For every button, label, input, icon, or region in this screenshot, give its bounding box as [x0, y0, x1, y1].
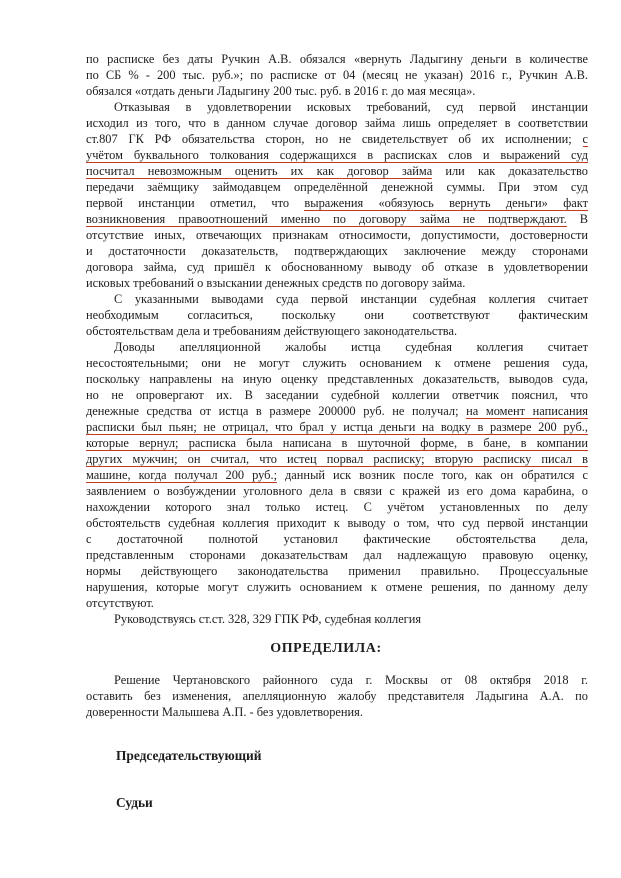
text-line — [86, 640, 566, 657]
paragraph-ruling-operative — [86, 672, 588, 720]
text-segment: но не опровергают их. В заседании судебной коллегии ответчик пояснил, что — [86, 388, 588, 402]
red-underline-annotation: которые вернул; расписка была написана в шуточной форме, в бане, в компании — [86, 436, 588, 451]
red-underline-annotation: выражения «обязуюсь вернуть деньги» факт — [304, 196, 588, 211]
text-line — [86, 419, 588, 435]
text-line — [86, 323, 588, 339]
text-segment: отсутствуют. — [86, 596, 154, 610]
red-underline-annotation: учётом буквального толкования содержащихся в расписках слов и выражений суд — [86, 148, 588, 163]
text-line — [86, 339, 588, 355]
text-line — [86, 595, 588, 611]
text-segment: и достаточности доказательств, подтверждающих заключение между сторонами — [86, 244, 588, 258]
text-segment: обстоятельств судебная коллегия приходит к выводу о том, что суд первой инстанции — [86, 516, 588, 530]
text-segment: ОПРЕДЕЛИЛА: — [270, 641, 382, 656]
text-segment: нарушения, которые могут служить основанием к отмене решения, по данному делу — [86, 580, 588, 594]
text-line — [86, 435, 588, 451]
text-line — [86, 387, 588, 403]
red-underline-annotation: других мужчин; он считал, что истец порвал расписку; вторую расписку писал в — [86, 452, 588, 467]
text-segment: заявлением о возбуждении уголовного дела в связи с кражей из его дома карабина, о — [86, 484, 588, 498]
ruling-heading — [86, 640, 566, 657]
text-segment: или как доказательство — [432, 164, 588, 178]
text-line — [86, 179, 588, 195]
text-line — [86, 291, 588, 307]
text-line — [86, 243, 588, 259]
text-segment: Председательствующий — [116, 748, 262, 763]
text-segment: отсутствие иных, отвечающих признакам относимости, допустимости, достоверности — [86, 228, 588, 242]
text-segment: исходил из того, что в данном случае договор займа лишь определяет в соответствии — [86, 116, 588, 130]
text-segment: поскольку направлены на иную оценку представленных доказательств, выводов суда, — [86, 372, 588, 386]
text-line — [86, 67, 588, 83]
text-line — [86, 688, 588, 704]
paragraph-first-instance-reasoning — [86, 99, 588, 291]
text-line — [116, 794, 588, 811]
text-segment: передачи заёмщику займодавцем определённой денежной суммы. При этом суд — [86, 180, 588, 194]
text-line — [86, 195, 588, 211]
text-segment: по СБ % - 200 тыс. руб.»; по расписке от 04 (месяц не указан) 2016 г., Ручкин А.В. — [86, 68, 588, 82]
red-underline-annotation: возникновения правоотношений именно по договору займа не подтверждают. — [86, 212, 567, 227]
text-segment: Судьи — [116, 795, 153, 810]
text-segment: В — [566, 212, 588, 226]
text-segment: Доводы апелляционной жалобы истца судебная коллегия считает — [114, 340, 588, 354]
text-line — [86, 275, 588, 291]
text-segment: ст.807 ГК РФ обязательства сторон, но не свидетельствует об их исполнении; — [86, 132, 583, 146]
text-line — [86, 147, 588, 163]
text-line — [86, 499, 588, 515]
text-line — [86, 307, 588, 323]
text-segment: С указанными выводами суда первой инстанции судебная коллегия считает — [114, 292, 588, 306]
red-underline-annotation: с — [583, 132, 589, 147]
red-underline-annotation: посчитал невозможным оценить их как договор займа — [86, 164, 432, 179]
text-line — [86, 579, 588, 595]
text-segment: с достаточной полнотой установил фактические обстоятельства дела, — [86, 532, 588, 546]
text-segment: обстоятельствам дела и требованиям действующего законодательства. — [86, 324, 458, 338]
text-segment: договора займа, суд пришёл к обоснованному выводу об отказе в удовлетворении — [86, 260, 588, 274]
text-segment: несостоятельными; они не могут служить основанием к отмене решения суда, — [86, 356, 588, 370]
text-line — [86, 227, 588, 243]
text-line — [86, 163, 588, 179]
text-segment: Руководствуясь ст.ст. 328, 329 ГПК РФ, судебная коллегия — [114, 612, 422, 626]
document-text-block — [86, 51, 588, 811]
text-segment: первой инстанции отметил, что — [86, 196, 305, 210]
paragraph-appeal-arguments — [86, 339, 588, 611]
text-segment: Отказывая в удовлетворении исковых требований, суд первой инстанции — [114, 100, 588, 114]
text-line — [86, 371, 588, 387]
text-line — [86, 131, 588, 147]
text-segment: доверенности Малышева А.П. - без удовлетворения. — [86, 705, 363, 719]
text-segment: данный иск возник после того, как он обратился с — [277, 468, 588, 482]
text-segment: Решение Чертановского районного суда г. Москвы от 08 октября 2018 г. — [114, 673, 588, 687]
text-line — [86, 115, 588, 131]
paragraph-collegium-agreement — [86, 291, 588, 339]
text-line — [86, 483, 588, 499]
text-line — [86, 563, 588, 579]
text-line — [86, 467, 588, 483]
text-segment: по расписке без даты Ручкин А.В. обязался «вернуть Ладыгину деньги в количестве — [86, 52, 588, 66]
text-segment: оставить без изменения, апелляционную жалобу представителя Ладыгина А.А. по — [86, 689, 588, 703]
signature-presiding-judge — [116, 747, 588, 764]
text-line — [86, 547, 588, 563]
text-line — [86, 211, 588, 227]
text-segment: нормы действующего законодательства применил правильно. Процессуальные — [86, 564, 588, 578]
paragraph-receipts-continuation — [86, 51, 588, 99]
text-segment: представленным сторонами доказательствам дал надлежащую правовую оценку, — [86, 548, 588, 562]
red-underline-annotation: на момент написания — [466, 404, 588, 419]
text-segment: нахождении которого знал только истец. С учётом установленных по делу — [86, 500, 588, 514]
text-line — [86, 403, 588, 419]
text-line — [86, 451, 588, 467]
text-line — [86, 355, 588, 371]
text-line — [86, 51, 588, 67]
text-line — [86, 611, 588, 627]
text-line — [86, 515, 588, 531]
text-line — [86, 531, 588, 547]
text-line — [86, 259, 588, 275]
text-line — [86, 83, 588, 99]
text-line — [86, 672, 588, 688]
text-segment: обязался «отдать деньги Ладыгину 200 тыс. руб. в 2016 г. до мая месяца». — [86, 84, 476, 98]
text-line — [116, 747, 588, 764]
text-segment: исковых требований о взыскании денежных средств по договору займа. — [86, 276, 466, 290]
signature-judges — [116, 794, 588, 811]
text-segment: денежные средства от истца в размере 200000 руб. не получал; — [86, 404, 467, 418]
red-underline-annotation: машине, когда получал 200 руб.; — [86, 468, 277, 483]
red-underline-annotation: расписки был пьян; не отрицал, что брал у истца деньги на водку в размере 200 руб., — [86, 420, 588, 435]
text-line — [86, 99, 588, 115]
paragraph-guided-by-articles — [86, 611, 588, 627]
text-segment: необходимым согласиться, поскольку они соответствуют фактическим — [86, 308, 588, 322]
text-line — [86, 704, 588, 720]
